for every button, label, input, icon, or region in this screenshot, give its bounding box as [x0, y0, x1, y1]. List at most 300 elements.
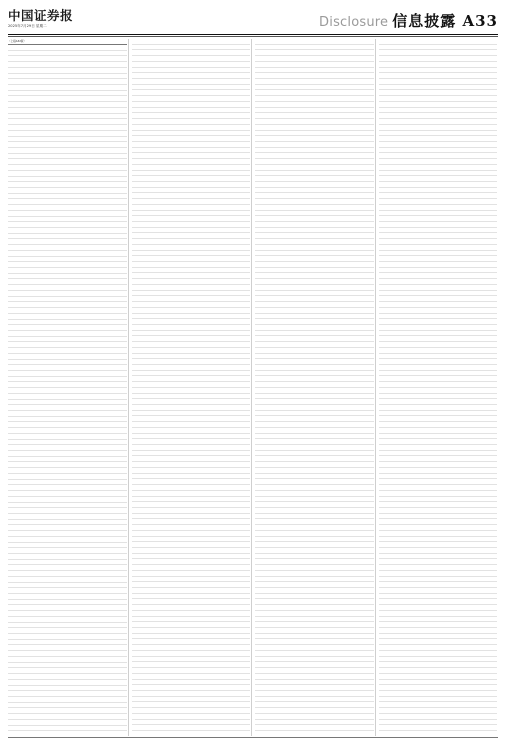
table-cell-name: [19, 216, 64, 221]
table-cell-name: [19, 657, 64, 662]
table-cell-name: [389, 525, 434, 530]
table-cell-name: [19, 416, 64, 421]
table-cell-name: [19, 497, 64, 502]
table-cell-name: [389, 685, 434, 690]
table-cell-name: [19, 537, 64, 542]
table-cell-name: [19, 336, 64, 341]
table-cell-name: [19, 428, 64, 433]
table-cell-name: [142, 96, 187, 101]
table-cell-name: [142, 325, 187, 330]
section-title: [319, 10, 498, 31]
table-cell-name: [389, 250, 434, 255]
table-cell-name: [389, 376, 434, 381]
table-cell-name: [142, 388, 187, 393]
table-cell-name: [266, 691, 311, 696]
table-cell-name: [266, 565, 311, 570]
table-cell-name: [266, 142, 311, 147]
table-cell-name: [142, 56, 187, 61]
table-cell-name: [389, 399, 434, 404]
table-cell-name: [389, 388, 434, 393]
table-cell-name: [389, 634, 434, 639]
table-cell-name: [389, 416, 434, 421]
table-cell-name: [19, 148, 64, 153]
table-cell-name: [266, 491, 311, 496]
table-cell-name: [19, 411, 64, 416]
table-cell-name: [142, 656, 187, 661]
table-cell-name: [142, 531, 187, 536]
table-cell-name: [389, 165, 434, 170]
table-cell-name: [142, 319, 187, 324]
table-cell-name: [142, 634, 187, 639]
table-cell-name: [142, 245, 187, 250]
table-cell-name: [389, 365, 434, 370]
table-cell-name: [266, 599, 311, 604]
table-cell-name: [266, 147, 311, 152]
table-cell-name: [142, 370, 187, 375]
table-cell-name: [19, 439, 64, 444]
table-cell-name: [266, 39, 311, 44]
table-cell-name: [142, 651, 187, 656]
table-cell-name: [142, 719, 187, 724]
table-cell-name: [266, 285, 311, 290]
table-cell-name: [389, 330, 434, 335]
table-cell-name: [389, 628, 434, 633]
table-cell-name: [19, 205, 64, 210]
table-cell-name: [389, 342, 434, 347]
table-cell-name: [266, 479, 311, 484]
table-cell-name: [266, 176, 311, 181]
table-cell-name: [266, 553, 311, 558]
table-cell-name: [389, 485, 434, 490]
table-cell-name: [142, 227, 187, 232]
table-cell-name: [389, 102, 434, 107]
table-cell-name: [19, 314, 64, 319]
table-cell-name: [19, 462, 64, 467]
table-cell-name: [266, 227, 311, 232]
table-cell-name: [142, 359, 187, 364]
table-cell-name: [389, 708, 434, 713]
table-cell-name: [389, 593, 434, 598]
table-cell-name: [266, 508, 311, 513]
table-cell-name: [19, 651, 64, 656]
table-cell-name: [142, 571, 187, 576]
table-cell-name: [19, 125, 64, 130]
table-cell-name: [389, 159, 434, 164]
table-cell-name: [266, 365, 311, 370]
table-cell-name: [266, 628, 311, 633]
table-cell-name: [19, 256, 64, 261]
table-cell-name: [19, 50, 64, 55]
table-cell-name: [389, 205, 434, 210]
table-cell-name: [19, 468, 64, 473]
table-cell-name: [389, 548, 434, 553]
table-cell-name: [19, 382, 64, 387]
table-cell-name: [266, 719, 311, 724]
table-cell-name: [389, 576, 434, 581]
table-cell-name: [389, 325, 434, 330]
table-cell-name: [389, 405, 434, 410]
table-cell-name: [142, 348, 187, 353]
table-cell-name: [142, 107, 187, 112]
table-column-2: [132, 39, 253, 736]
table-cell-name: [389, 582, 434, 587]
table-cell-name: [389, 410, 434, 415]
table-cell-name: [142, 147, 187, 152]
table-cell-name: [266, 165, 311, 170]
table-cell-name: [266, 205, 311, 210]
table-cell-name: [266, 382, 311, 387]
table-cell-name: [389, 193, 434, 198]
table-cell-name: [266, 542, 311, 547]
table-cell-name: [19, 674, 64, 679]
table-cell-name: [389, 62, 434, 67]
table-cell-name: [266, 674, 311, 679]
table-cell-name: [19, 285, 64, 290]
table-cell-name: [142, 462, 187, 467]
table-cell-name: [266, 576, 311, 581]
table-cell-name: [19, 376, 64, 381]
table-cell-name: [19, 239, 64, 244]
table-cell-name: [266, 639, 311, 644]
table-cell-name: [142, 525, 187, 530]
table-cell-name: [266, 250, 311, 255]
table-cell-name: [19, 211, 64, 216]
masthead-logo: 中国证券报: [8, 8, 74, 23]
table-cell-name: [266, 119, 311, 124]
table-cell-name: [389, 605, 434, 610]
table-cell-name: [19, 508, 64, 513]
table-cell-name: [142, 67, 187, 72]
table-cell-name: [19, 73, 64, 78]
table-cell-name: [266, 519, 311, 524]
table-cell-name: [19, 228, 64, 233]
table-cell-name: [266, 422, 311, 427]
table-cell-name: [142, 216, 187, 221]
table-cell-name: [142, 445, 187, 450]
table-cell-name: [389, 308, 434, 313]
table-cell-name: [266, 571, 311, 576]
table-cell-name: [389, 119, 434, 124]
table-cell-name: [266, 622, 311, 627]
table-cell-name: [266, 410, 311, 415]
table-cell-name: [389, 696, 434, 701]
table-cell-name: [142, 553, 187, 558]
table-cell-name: [19, 571, 64, 576]
table-cell-name: [142, 622, 187, 627]
table-cell-name: [389, 73, 434, 78]
table-cell-name: [142, 205, 187, 210]
table-cell-name: [389, 451, 434, 456]
table-cell-name: [266, 222, 311, 227]
table-cell-name: [266, 73, 311, 78]
table-cell-name: [389, 468, 434, 473]
table-cell-name: [142, 491, 187, 496]
table-cell-name: [266, 616, 311, 621]
table-cell-name: [19, 634, 64, 639]
table-cell-name: [142, 199, 187, 204]
table-cell-name: [389, 691, 434, 696]
table-cell-name: [142, 176, 187, 181]
table-cell-name: [142, 405, 187, 410]
table-cell-name: [19, 131, 64, 136]
table-cell-name: [142, 639, 187, 644]
table-cell-name: [266, 679, 311, 684]
table-cell-name: [389, 433, 434, 438]
table-cell-name: [142, 336, 187, 341]
table-cell-name: [19, 399, 64, 404]
disclosure-table-area: [8, 39, 498, 736]
table-cell-name: [19, 91, 64, 96]
table-cell-name: [266, 170, 311, 175]
table-cell-name: [389, 622, 434, 627]
page-number: A33: [462, 12, 498, 30]
table-cell-name: [19, 359, 64, 364]
table-cell-name: [142, 479, 187, 484]
table-cell-name: [266, 348, 311, 353]
table-cell-name: [142, 353, 187, 358]
table-cell-name: [19, 491, 64, 496]
table-cell-name: [19, 262, 64, 267]
table-cell-name: [19, 365, 64, 370]
table-cell-name: [19, 422, 64, 427]
table-cell-name: [142, 73, 187, 78]
table-cell-name: [142, 342, 187, 347]
table-cell-name: [389, 502, 434, 507]
table-cell-name: [142, 193, 187, 198]
table-cell-name: [19, 394, 64, 399]
table-cell-name: [19, 451, 64, 456]
table-cell-name: [19, 165, 64, 170]
table-cell-name: [142, 502, 187, 507]
table-cell-name: [389, 508, 434, 513]
table-cell-name: [142, 376, 187, 381]
table-cell-name: [142, 39, 187, 44]
table-cell-name: [266, 668, 311, 673]
table-cell-name: [142, 422, 187, 427]
table-cell-name: [19, 348, 64, 353]
table-cell-name: [389, 445, 434, 450]
table-cell-name: [142, 611, 187, 616]
table-row: [8, 726, 127, 732]
table-cell-name: [389, 210, 434, 215]
table-cell-name: [266, 593, 311, 598]
table-cell-name: [142, 85, 187, 90]
table-cell-name: [19, 559, 64, 564]
table-cell-name: [142, 159, 187, 164]
table-cell-name: [389, 147, 434, 152]
table-cell-name: [266, 308, 311, 313]
table-cell-name: [389, 571, 434, 576]
table-cell-name: [19, 153, 64, 158]
table-cell-name: [19, 388, 64, 393]
table-cell-name: [142, 239, 187, 244]
table-cell-name: [389, 313, 434, 318]
table-cell-name: [389, 182, 434, 187]
table-cell-name: [389, 302, 434, 307]
table-cell-name: [266, 445, 311, 450]
table-cell-name: [266, 342, 311, 347]
table-cell-name: [142, 548, 187, 553]
table-cell-name: [19, 548, 64, 553]
table-cell-name: [19, 668, 64, 673]
table-cell-name: [142, 582, 187, 587]
table-cell-name: [19, 296, 64, 301]
table-cell-name: [389, 553, 434, 558]
table-cell-name: [19, 691, 64, 696]
table-cell-name: [389, 382, 434, 387]
table-cell-name: [19, 96, 64, 101]
table-cell-name: [19, 554, 64, 559]
table-cell-name: [389, 227, 434, 232]
table-cell-name: [142, 136, 187, 141]
table-cell-name: [389, 479, 434, 484]
table-cell-name: [389, 656, 434, 661]
table-cell-name: [389, 153, 434, 158]
table-cell-name: [266, 302, 311, 307]
table-cell-name: [19, 354, 64, 359]
table-cell-name: [266, 330, 311, 335]
table-cell-name: [266, 239, 311, 244]
table-cell-name: [266, 416, 311, 421]
table-cell-name: [142, 285, 187, 290]
section-title-chinese: 信息披露 A33: [392, 12, 498, 30]
table-cell-name: [142, 296, 187, 301]
table-cell-name: [266, 262, 311, 267]
table-cell-name: [142, 365, 187, 370]
table-cell-name: [389, 233, 434, 238]
table-cell-name: [266, 90, 311, 95]
table-cell-name: [19, 697, 64, 702]
table-cell-name: [389, 422, 434, 427]
table-cell-name: [266, 182, 311, 187]
table-cell-name: [142, 50, 187, 55]
table-cell-name: [19, 171, 64, 176]
table-cell-name: [142, 182, 187, 187]
table-cell-name: [19, 405, 64, 410]
table-cell-name: [266, 233, 311, 238]
table-cell-name: [19, 457, 64, 462]
table-cell-name: [142, 393, 187, 398]
table-cell-name: [142, 519, 187, 524]
table-cell-name: [389, 239, 434, 244]
table-cell-name: [19, 245, 64, 250]
table-cell-name: [266, 685, 311, 690]
table-cell-name: [19, 720, 64, 725]
table-cell-name: [266, 714, 311, 719]
table-cell-name: [389, 336, 434, 341]
table-cell-name: [142, 256, 187, 261]
table-cell-name: [142, 468, 187, 473]
table-cell-name: [142, 165, 187, 170]
table-cell-name: [19, 640, 64, 645]
table-cell-name: [389, 142, 434, 147]
table-cell-name: [389, 125, 434, 130]
table-cell-name: [266, 296, 311, 301]
table-cell-name: [19, 102, 64, 107]
table-cell-name: [19, 342, 64, 347]
table-cell-name: [142, 210, 187, 215]
table-cell-name: [266, 456, 311, 461]
table-cell-name: [19, 708, 64, 713]
table-row: [132, 725, 251, 731]
table-cell-name: [19, 274, 64, 279]
table-cell-name: [266, 605, 311, 610]
table-cell-name: [19, 680, 64, 685]
table-cell-name: [266, 113, 311, 118]
table-cell-name: [19, 108, 64, 113]
table-cell-name: [142, 90, 187, 95]
table-cell-name: [19, 514, 64, 519]
table-cell-name: [19, 519, 64, 524]
table-cell-name: [142, 691, 187, 696]
table-cell-name: [19, 176, 64, 181]
table-cell-name: [266, 44, 311, 49]
table-cell-name: [389, 611, 434, 616]
table-cell-name: [19, 628, 64, 633]
table-cell-name: [142, 273, 187, 278]
table-cell-name: [266, 130, 311, 135]
table-cell-name: [142, 279, 187, 284]
table-cell-name: [142, 451, 187, 456]
table-cell-name: [142, 456, 187, 461]
table-cell-name: [142, 599, 187, 604]
table-cell-name: [19, 62, 64, 67]
table-cell-name: [19, 45, 64, 50]
page-header: [8, 6, 498, 34]
table-cell-name: [266, 656, 311, 661]
table-cell-name: [266, 725, 311, 730]
table-cell-name: [389, 170, 434, 175]
table-cell-name: [19, 279, 64, 284]
table-cell-name: [389, 199, 434, 204]
table-cell-name: [266, 290, 311, 295]
table-cell-name: [19, 622, 64, 627]
table-cell-name: [389, 599, 434, 604]
table-cell-name: [19, 159, 64, 164]
table-cell-name: [266, 433, 311, 438]
table-cell-name: [19, 113, 64, 118]
table-cell-name: [142, 233, 187, 238]
table-cell-name: [389, 496, 434, 501]
table-cell-name: [19, 325, 64, 330]
table-cell-name: [266, 393, 311, 398]
table-cell-name: [19, 565, 64, 570]
table-cell-name: [266, 273, 311, 278]
table-cell-name: [389, 107, 434, 112]
table-cell-name: [266, 96, 311, 101]
table-cell-name: [266, 651, 311, 656]
table-cell-name: [19, 645, 64, 650]
table-cell-name: [142, 302, 187, 307]
table-cell-name: [389, 85, 434, 90]
table-cell-name: [142, 668, 187, 673]
table-cell-name: [142, 702, 187, 707]
table-cell-name: [389, 428, 434, 433]
table-cell-name: [389, 616, 434, 621]
table-cell-name: [266, 107, 311, 112]
table-cell-name: [389, 370, 434, 375]
table-cell-name: [142, 262, 187, 267]
table-cell-name: [19, 136, 64, 141]
table-cell-name: [266, 531, 311, 536]
table-cell-name: [266, 370, 311, 375]
table-cell-name: [389, 39, 434, 44]
table-cell-name: [266, 319, 311, 324]
table-cell-name: [266, 79, 311, 84]
table-cell-name: [19, 56, 64, 61]
table-cell-name: [389, 719, 434, 724]
table-cell-name: [142, 593, 187, 598]
